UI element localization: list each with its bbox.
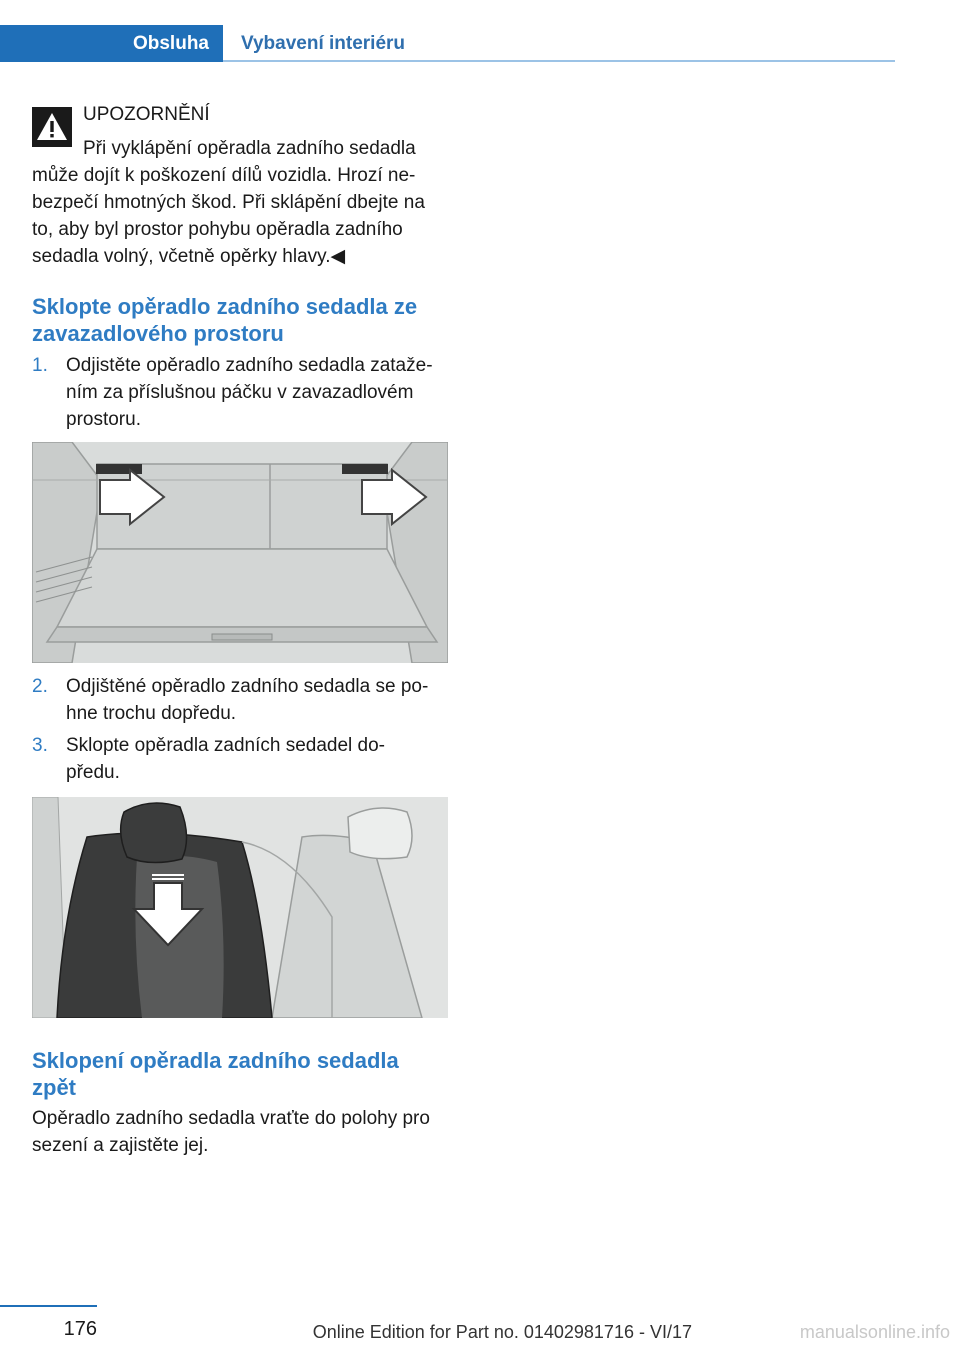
- section2-heading-line-1: Sklopení opěradla zadního sedadla: [32, 1048, 399, 1073]
- watermark: manualsonline.info: [799, 1322, 950, 1342]
- warning-line-5: sedadla volný, včetně opěrky hlavy.◀: [32, 246, 346, 267]
- section2-body-line-1: Opěradlo zadního sedadla vraťte do polohy pro: [32, 1108, 430, 1129]
- step-1-number: 1.: [32, 355, 48, 376]
- section1-heading-line-2: zavazadlového prostoru: [32, 321, 284, 346]
- step-3-line-1: Sklopte opěradla zadních sedadel do‐: [66, 735, 386, 756]
- step-2-line-1: Odjištěné opěradlo zadního sedadla se po‐: [66, 676, 429, 697]
- warning-title: UPOZORNĚNÍ: [83, 104, 210, 125]
- step-1-line-3: prostoru.: [66, 409, 141, 430]
- step-3-line-2: předu.: [66, 762, 120, 783]
- trunk-drawing: [32, 442, 448, 663]
- step-2-line-2: hne trochu dopředu.: [66, 703, 237, 724]
- warning-line-1: Při vyklápění opěradla zadního sedadla: [83, 138, 416, 159]
- page-number: 176: [63, 1318, 97, 1340]
- tab-obsluha[interactable]: [0, 25, 223, 62]
- trunk-illustration: [32, 442, 448, 663]
- warning-line-3: bezpečí hmotných škod. Při sklápění dbejte na: [32, 192, 425, 213]
- footer-rule: [0, 1305, 97, 1307]
- step-3-number: 3.: [32, 735, 48, 756]
- step-1-line-2: ním za příslušnou páčku v zavazadlovém: [66, 382, 414, 403]
- step-1-line-1: Odjistěte opěradlo zadního sedadla zataže‐: [66, 355, 433, 376]
- tab-obsluha-label: Obsluha: [132, 32, 209, 54]
- rear-seat-illustration: [32, 797, 448, 1018]
- tab-underline: [223, 60, 895, 62]
- header-tabs: [0, 25, 960, 62]
- section1-heading-line-1: Sklopte opěradlo zadního sedadla ze: [32, 294, 418, 319]
- edition-text: Online Edition for Part no. 01402981716 - VI/17: [312, 1322, 692, 1342]
- warning-line-2: může dojít k poškození dílů vozidla. Hrozí ne‐: [32, 165, 416, 186]
- section2-body-line-2: sezení a zajistěte jej.: [32, 1135, 209, 1156]
- warning-line-4: to, aby byl prostor pohybu opěradla zadního: [32, 219, 403, 240]
- tab-vybaveni-interieru[interactable]: Vybavení interiéru: [241, 33, 406, 54]
- step-2-number: 2.: [32, 676, 48, 697]
- section2-heading-line-2: zpět: [32, 1075, 76, 1100]
- warning-triangle-icon: [32, 107, 72, 147]
- rear-seat-drawing: [32, 797, 448, 1018]
